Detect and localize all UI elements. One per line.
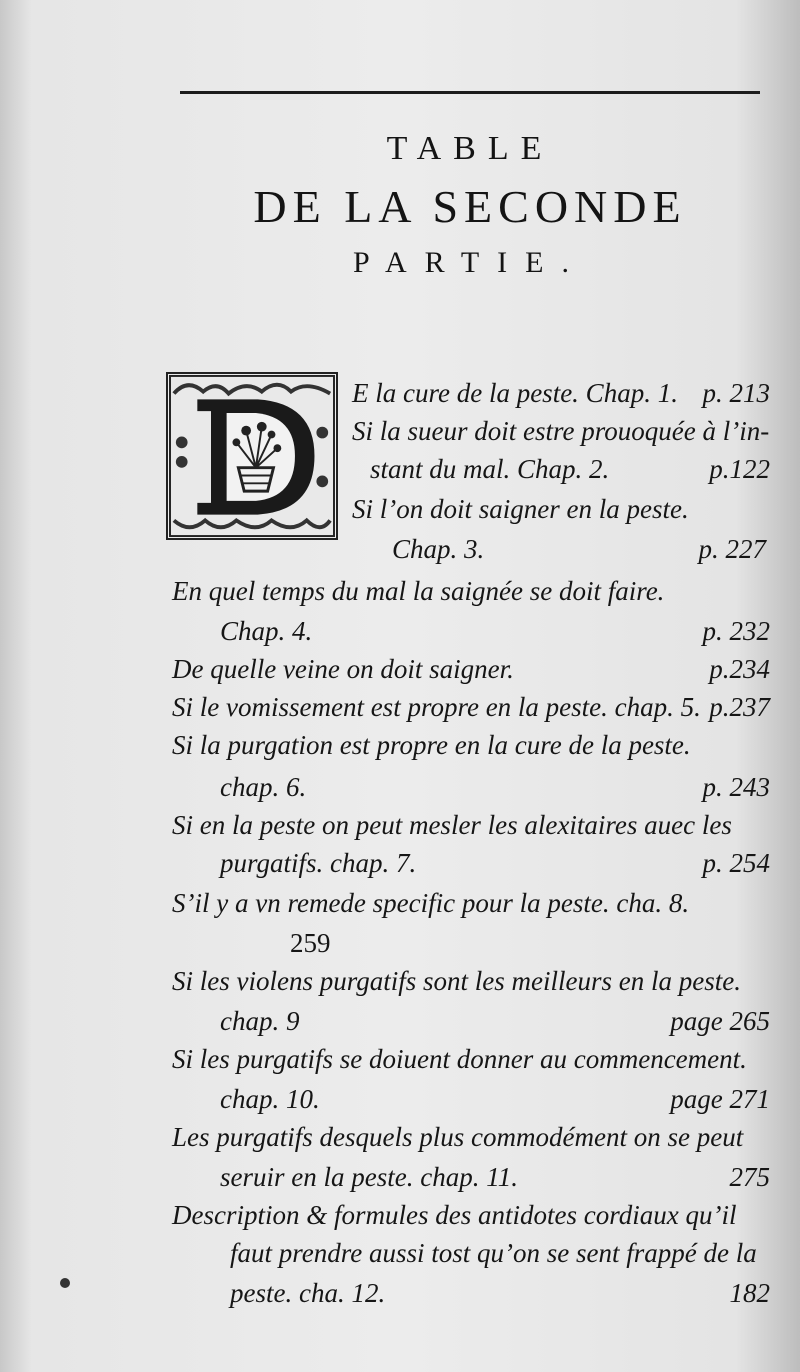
title-line-2: DE LA SECONDE: [253, 181, 687, 232]
toc-entry-page: 275: [729, 1162, 770, 1192]
toc-entry-page: 182: [729, 1278, 770, 1308]
ink-spot: [60, 1278, 70, 1288]
toc-entry-text: chap. 10.: [220, 1084, 320, 1114]
title-line-3: PARTIE.: [353, 246, 587, 279]
toc-entry-text: Les purgatifs desquels plus commodément on se peut: [172, 1122, 744, 1152]
toc-entry-text: E la cure de la peste. Chap. 1.: [352, 378, 678, 408]
toc-entry-text: Si la sueur doit estre prouoquée à l’in-: [352, 416, 770, 446]
toc-entry-text: Si les purgatifs se doiuent donner au commencement.: [172, 1044, 747, 1074]
toc-entry-text: stant du mal. Chap. 2.: [370, 454, 610, 484]
toc-entry-text: S’il y a vn remede specific pour la peste. cha. 8.: [172, 888, 690, 918]
toc-entry-page: 259: [290, 928, 331, 958]
toc-entry-text: Chap. 3.: [392, 534, 485, 564]
toc-entry-text: Description & formules des antidotes cordiaux qu’il: [172, 1200, 737, 1230]
title-line-1: TABLE: [386, 130, 554, 167]
toc-entry-page: p. 243: [702, 772, 770, 802]
toc-entry-page: p.122: [709, 454, 770, 484]
toc-entry-page: p. 227: [698, 534, 766, 564]
toc-entry-text: chap. 9: [220, 1006, 300, 1036]
toc-entry-text: peste. cha. 12.: [230, 1278, 386, 1308]
toc-entry-text: chap. 6.: [220, 772, 307, 802]
toc-entry-text: faut prendre aussi tost qu’on se sent frappé de la: [230, 1238, 757, 1268]
toc-entry-text: Si en la peste on peut mesler les alexitaires auec les: [172, 810, 732, 840]
toc-entry-page: p. 254: [702, 848, 770, 878]
toc-entry-text: Si l’on doit saigner en la peste.: [352, 494, 689, 524]
toc-entry-page: p. 213: [702, 378, 770, 408]
toc-entry-text: Si le vomissement est propre en la peste. chap. 5.: [172, 692, 701, 722]
toc-entry-text: Si les violens purgatifs sont les meilleurs en la peste.: [172, 966, 741, 996]
toc-entry-page: p. 232: [702, 616, 770, 646]
toc-entry-text: De quelle veine on doit saigner.: [172, 654, 514, 684]
toc-entry-text: Chap. 4.: [220, 616, 313, 646]
toc-entry-page: page 265: [670, 1006, 770, 1036]
toc-entry-page: p.234: [709, 654, 770, 684]
toc-entry-text: seruir en la peste. chap. 11.: [220, 1162, 518, 1192]
toc-entry-text: Si la purgation est propre en la cure de la peste.: [172, 730, 691, 760]
toc-entry-text: purgatifs. chap. 7.: [220, 848, 417, 878]
toc-entry-page: p.237: [709, 692, 770, 722]
toc-entry-text: En quel temps du mal la saignée se doit faire.: [172, 576, 665, 606]
toc-entry-page: page 271: [670, 1084, 770, 1114]
